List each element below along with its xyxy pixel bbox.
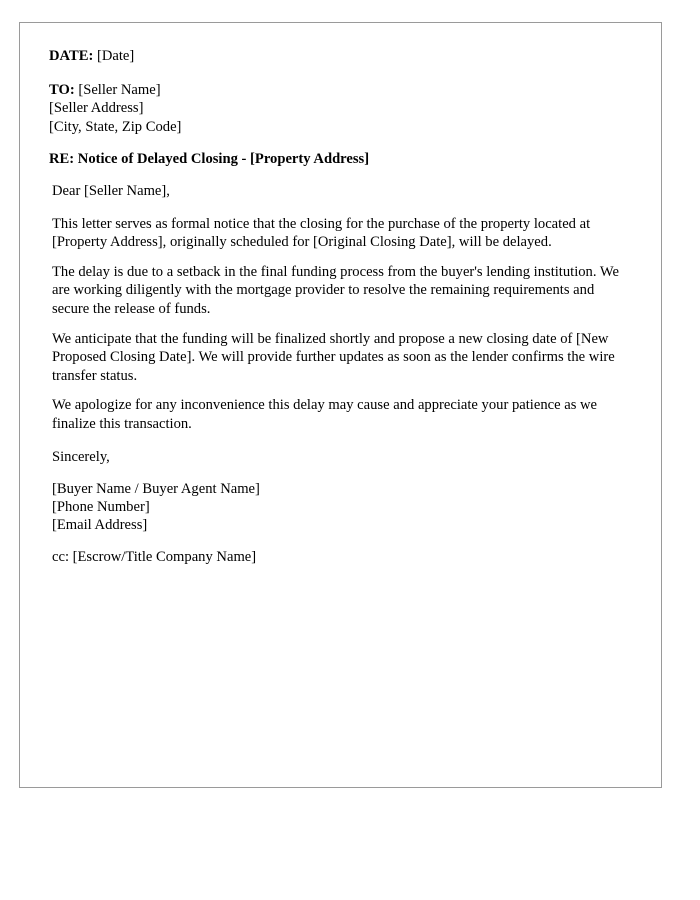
paragraph-3: We anticipate that the funding will be finalized shortly and propose a new closing date of [New Proposed Closing Date]. We will provide further updates as soon as the lender confirms the wire transfer status. [52, 330, 615, 384]
to-city-state-zip-line: [City, State, Zip Code] [49, 118, 182, 135]
cc-line: cc: [Escrow/Title Company Name] [52, 549, 257, 566]
paragraph-1: This letter serves as formal notice that the closing for the purchase of the property located at [Property Address], originally scheduled for [Original Closing Date], will be delayed. [52, 215, 591, 251]
letter-border-frame [19, 22, 662, 788]
to-label: TO: [49, 82, 75, 99]
signature-phone: [Phone Number] [52, 498, 150, 515]
spacer-after-re [49, 168, 632, 182]
spacer-after-paragraph-1 [49, 252, 632, 263]
spacer-after-paragraph-4 [49, 434, 632, 448]
date-line [49, 47, 632, 65]
date-value: [Date] [96, 48, 135, 64]
closing: Sincerely, [52, 448, 110, 465]
re-value: Notice of Delayed Closing - [Property Address] [77, 150, 370, 167]
paragraph-4: We apologize for any inconvenience this delay may cause and appreciate your patience as we finalize this transaction. [52, 397, 598, 432]
letter-content [49, 47, 632, 567]
date-label: DATE: [49, 48, 94, 64]
signature-email: [Email Address] [52, 517, 148, 534]
spacer-after-paragraph-3 [49, 385, 632, 396]
re-label: RE: [49, 150, 75, 167]
to-address-line: [Seller Address] [49, 100, 144, 117]
spacer-after-salutation [49, 201, 632, 215]
to-line [49, 81, 632, 99]
spacer-after-closing [49, 466, 632, 480]
signature-name: [Buyer Name / Buyer Agent Name] [52, 480, 260, 497]
to-name: [Seller Name] [78, 82, 161, 99]
paragraph-2: The delay is due to a setback in the final funding process from the buyer's lending institution. We are working diligently with the mortgage provider to resolve the remaining requirements and secure the release of funds. [52, 263, 619, 317]
spacer-after-signature [49, 534, 632, 548]
spacer-after-paragraph-2 [49, 319, 632, 330]
spacer-after-date [49, 65, 632, 81]
spacer-after-to [49, 136, 632, 150]
re-line [49, 150, 632, 168]
salutation: Dear [Seller Name], [52, 183, 170, 200]
